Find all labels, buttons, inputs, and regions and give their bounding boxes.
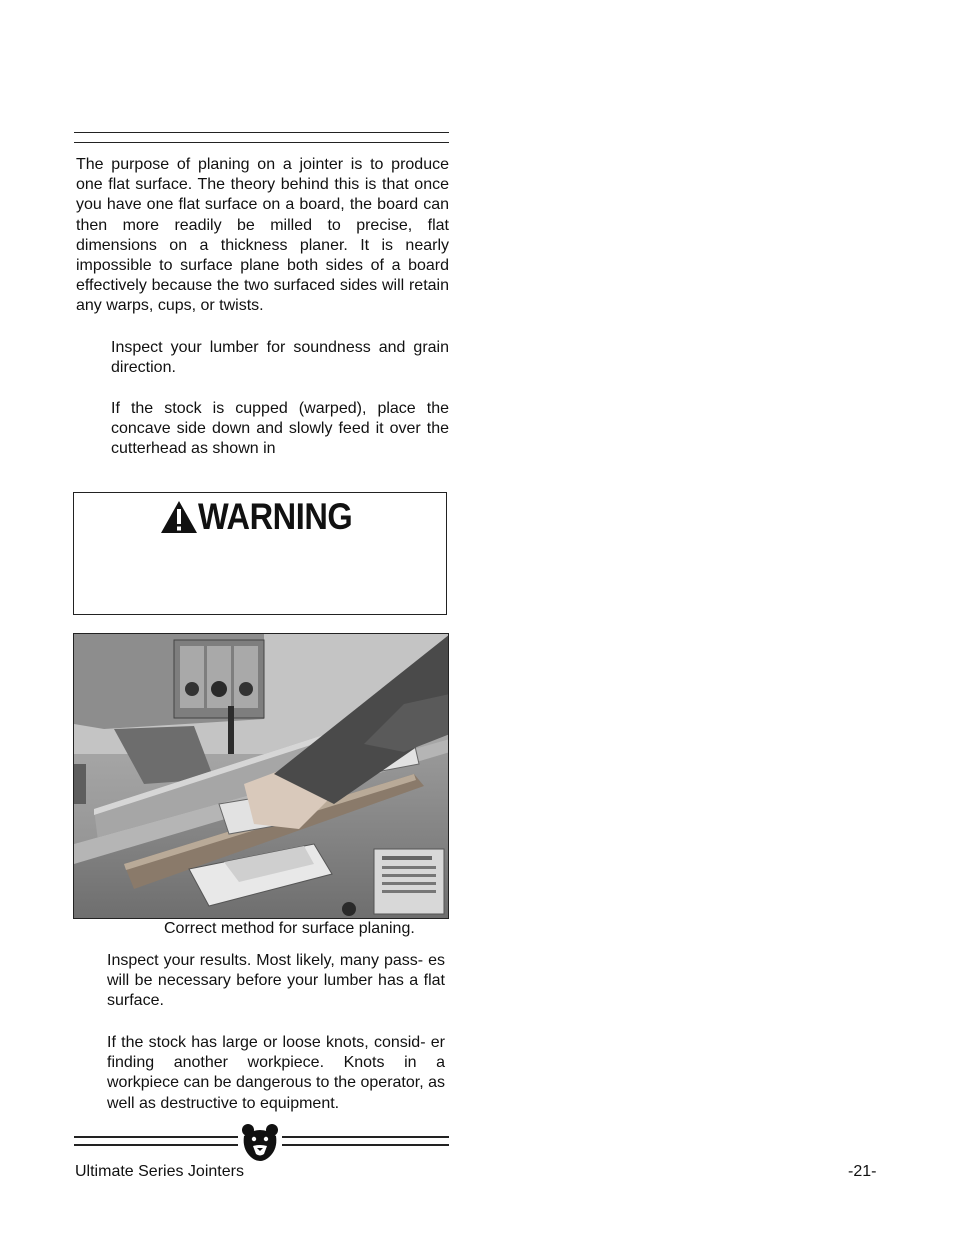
step-inspect-lumber: Inspect your lumber for soundness and grain direction. xyxy=(111,339,449,377)
figure-caption: Correct method for surface planing. xyxy=(164,920,415,937)
step-cupped-stock: If the stock is cupped (warped), place the concave side down and slowly feed it over the cutterhead as shown in xyxy=(111,400,449,458)
step-inspect-results: Inspect your results. Most likely, many pass- es will be necessary before your lumber has a flat surface. xyxy=(107,952,445,1010)
footer-title: Ultimate Series Jointers xyxy=(75,1163,244,1180)
header-rule-bottom xyxy=(74,142,449,143)
warning-box xyxy=(73,492,447,615)
bear-logo-icon xyxy=(240,1122,280,1164)
warning-triangle-icon xyxy=(160,500,198,534)
header-rule-top xyxy=(74,132,449,133)
footer-rule-left-top xyxy=(74,1136,238,1138)
surface-planing-photo xyxy=(73,633,449,919)
page-number: -21- xyxy=(848,1163,877,1180)
jointer-illustration xyxy=(74,634,449,919)
footer-rule-left-bottom xyxy=(74,1144,238,1146)
warning-title: WARNING xyxy=(198,496,353,537)
intro-paragraph: The purpose of planing on a jointer is to produce one flat surface. The theory behind this is that once you have one flat surface on a board, the board can then more readily be milled to precise, flat dimensions on a thickness planer. It is nearly impossible to surface plane both sides of a board effectively because the two surfaced sides will retain any warps, cups, or twists. xyxy=(76,156,449,315)
footer-rule-right-bottom xyxy=(282,1144,449,1146)
step-loose-knots: If the stock has large or loose knots, consid- er finding another workpiece. Knots in a workpiece can be dangerous to the operator, as well as destructive to equipment. xyxy=(107,1034,445,1112)
warning-header xyxy=(160,496,373,537)
footer-rule-right-top xyxy=(282,1136,449,1138)
